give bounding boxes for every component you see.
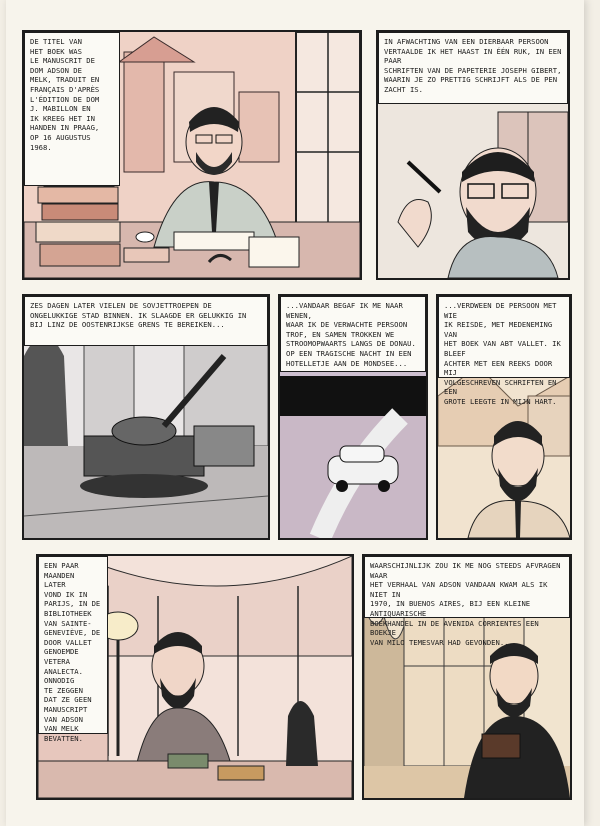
caption-panel-7: WAARSCHIJNLIJK ZOU IK ME NOG STEEDS AFVRAGEN WAAR HET VERHAAL VAN ADSON VANDAAN KWAM ALS IK NIET IN 1970, IN BUENOS AIRES, BIJ EEN KLEINE ANTIQUARISCHE BOEKHANDEL IN DE AVENIDA CORRIENTES EEN BOEKJE VAN MILO TEMESVAR HAD GEVONDEN... <box>364 556 570 618</box>
caption-panel-1: DE TITEL VAN HET BOEK WAS LE MANUSCRIT DE DOM ADSON DE MELK, TRADUIT EN FRANÇAIS D'APRÈS L'ÉDITION DE DOM J. MABILLON EN IK KREEG HET IN HANDEN IN PRAAG, OP 16 AUGUSTUS 1968. <box>24 32 120 186</box>
caption-panel-2: IN AFWACHTING VAN EEN DIERBAAR PERSOON VERTAALDE IK HET HAAST IN ÉÉN RUK, IN EEN PAAR SCHRIFTEN VAN DE PAPETERIE JOSEPH GIBERT, WAARIN JE ZO PRETTIG SCHRIJFT ALS DE PEN ZACHT IS. <box>378 32 568 104</box>
caption-panel-5: ...VERDWEEN DE PERSOON MET WIE IK REISDE, MET MEDENEMING VAN HET BOEK VAN ABT VALLET. IK BLEEF ACHTER MET EEN REEKS DOOR MIJ VOLGESCHREVEN SCHRIFTEN EN EEN GROTE LEEGTE IN MIJN HART. <box>438 296 570 378</box>
caption-panel-6: EEN PAAR MAANDEN LATER VOND IK IN PARIJS, IN DE BIBLIOTHEEK VAN SAINTE- GENEVIÈVE, DE DOOR VALLET GENOEMDE VETERA ANALECTA. ONNODIG TE ZEGGEN DAT ZE GEEN MANUSCRIPT VAN ADSON VAN MELK BEVATTEN. <box>38 556 108 734</box>
caption-panel-3: ZES DAGEN LATER VIELEN DE SOVJETTROEPEN DE ONGELUKKIGE STAD BINNEN. IK SLAAGDE ER GELUKKIG IN BIJ LINZ DE OOSTENRIJKSE GRENS TE BEREIKEN... <box>24 296 268 346</box>
comic-page <box>6 0 584 826</box>
caption-panel-4: ...VANDAAR BEGAF IK ME NAAR WENEN, WAAR IK DE VERWACHTE PERSOON TROF, EN SAMEN TROKKEN WE STROOMOPWAARTS LANGS DE DONAU. OP EEN TRAGISCHE NACHT IN EEN HOTELLETJE AAN DE MONDSEE... <box>280 296 426 372</box>
